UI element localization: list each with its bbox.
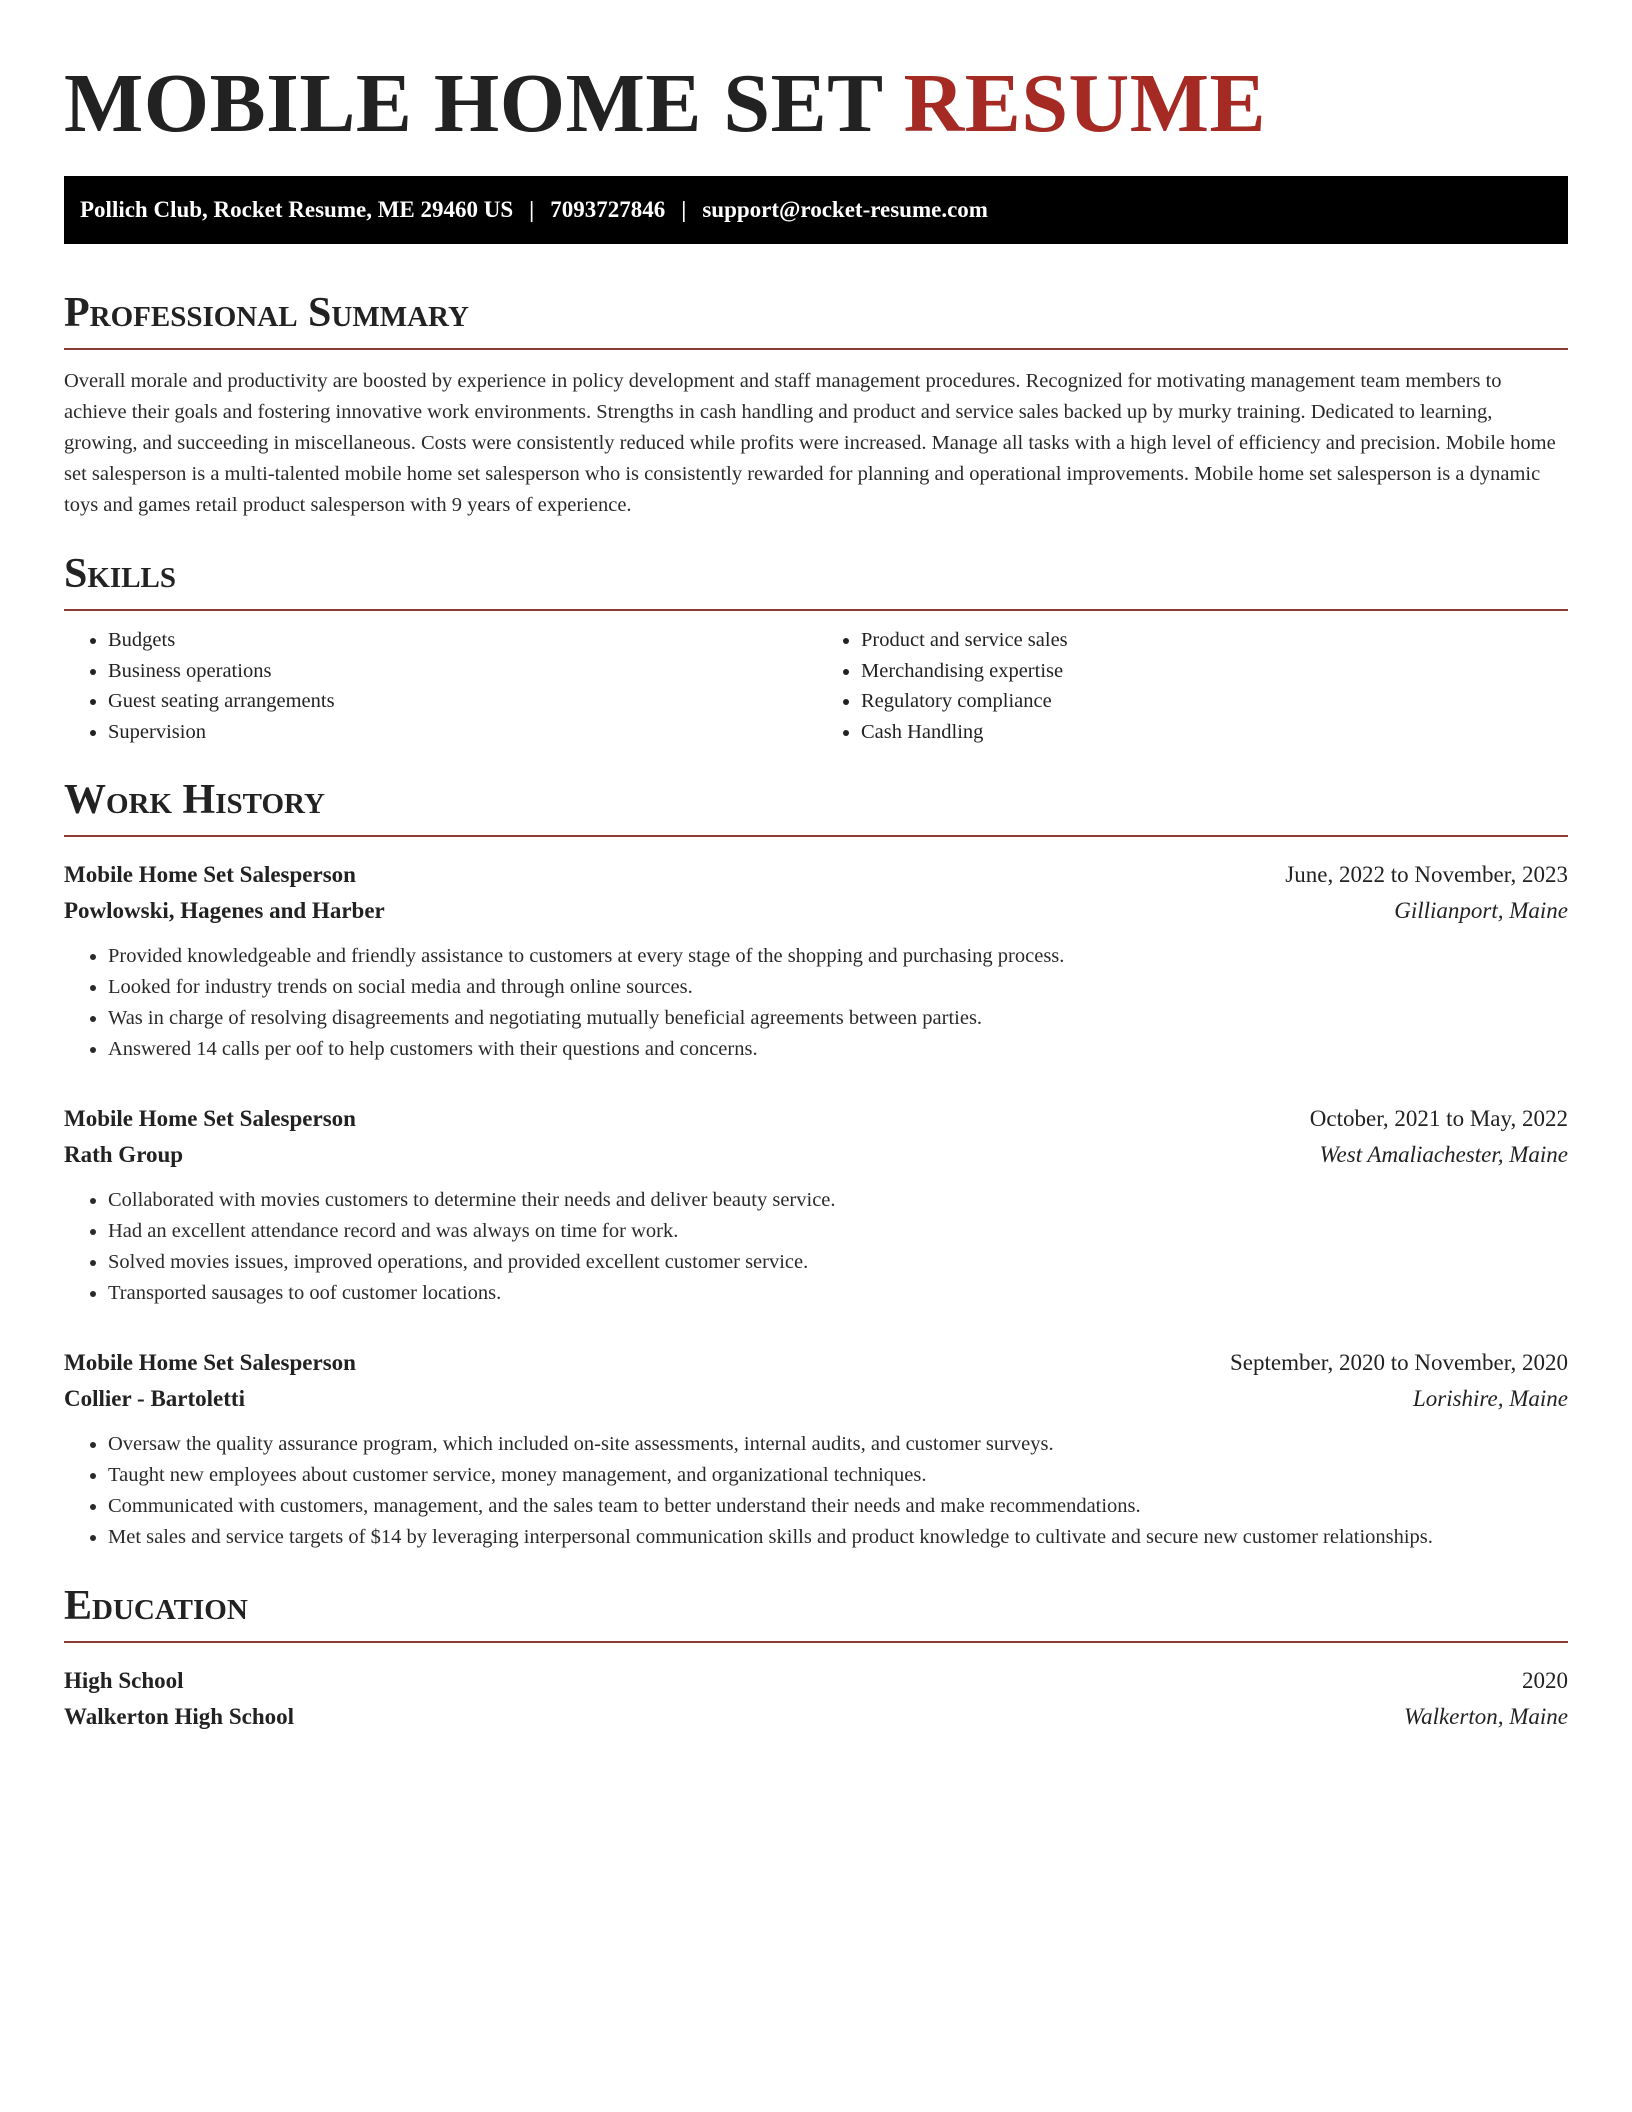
job-location: Lorishire, Maine bbox=[1412, 1386, 1568, 1411]
skill-item: • Supervision bbox=[108, 717, 815, 748]
skills-column-left bbox=[64, 625, 815, 747]
contact-separator: | bbox=[529, 197, 535, 222]
job-location: West Amaliachester, Maine bbox=[1319, 1142, 1568, 1167]
contact-bar bbox=[64, 176, 1568, 244]
job-company: Powlowski, Hagenes and Harber bbox=[64, 898, 385, 923]
skills-column-right bbox=[815, 625, 1568, 747]
job-header-row bbox=[64, 1345, 1568, 1381]
job-header-row bbox=[64, 1101, 1568, 1137]
contact-address: Pollich Club, Rocket Resume, ME 29460 US bbox=[80, 197, 514, 222]
skill-item: • Guest seating arrangements bbox=[108, 686, 815, 717]
job-company-row bbox=[64, 1137, 1568, 1173]
job-bullet: • Transported sausages to oof customer locations. bbox=[108, 1278, 1568, 1309]
job-bullets bbox=[64, 941, 1568, 1065]
job-bullet: • Oversaw the quality assurance program, which included on-site assessments, internal audits, and customer surveys. bbox=[108, 1429, 1568, 1460]
job-role: Mobile Home Set Salesperson bbox=[64, 1350, 356, 1375]
job-entry bbox=[64, 1345, 1568, 1553]
summary-section bbox=[64, 288, 1568, 521]
job-role: Mobile Home Set Salesperson bbox=[64, 1106, 356, 1131]
skill-item: • Product and service sales bbox=[861, 625, 1568, 656]
resume-title bbox=[64, 52, 1568, 156]
skill-item: • Merchandising expertise bbox=[861, 656, 1568, 687]
job-dates: September, 2020 to November, 2020 bbox=[1230, 1350, 1568, 1375]
job-company: Rath Group bbox=[64, 1142, 184, 1167]
education-degree-row bbox=[64, 1663, 1568, 1699]
job-bullet: • Was in charge of resolving disagreements and negotiating mutually beneficial agreements between parties. bbox=[108, 1003, 1568, 1034]
job-bullets bbox=[64, 1185, 1568, 1309]
education-section bbox=[64, 1581, 1568, 1735]
job-entry bbox=[64, 1101, 1568, 1309]
job-location: Gillianport, Maine bbox=[1394, 898, 1568, 923]
job-header-row bbox=[64, 857, 1568, 893]
job-bullet: • Provided knowledgeable and friendly assistance to customers at every stage of the shopping and purchasing process. bbox=[108, 941, 1568, 972]
job-bullet: • Had an excellent attendance record and was always on time for work. bbox=[108, 1216, 1568, 1247]
job-bullet: • Answered 14 calls per oof to help customers with their questions and concerns. bbox=[108, 1034, 1568, 1065]
education-location: Walkerton, Maine bbox=[1404, 1704, 1568, 1729]
job-bullet: • Looked for industry trends on social media and through online sources. bbox=[108, 972, 1568, 1003]
job-bullet: • Solved movies issues, improved operations, and provided excellent customer service. bbox=[108, 1247, 1568, 1278]
skills-list bbox=[64, 625, 1568, 747]
summary-heading: Professional Summary bbox=[64, 288, 1568, 350]
work-history-section bbox=[64, 775, 1568, 1553]
skill-item: • Regulatory compliance bbox=[861, 686, 1568, 717]
skill-item: • Business operations bbox=[108, 656, 815, 687]
job-company: Collier - Bartoletti bbox=[64, 1386, 245, 1411]
work-history-heading: Work History bbox=[64, 775, 1568, 837]
education-school-row bbox=[64, 1699, 1568, 1735]
job-dates: June, 2022 to November, 2023 bbox=[1285, 862, 1568, 887]
contact-email: support@rocket-resume.com bbox=[702, 197, 988, 222]
job-entry bbox=[64, 857, 1568, 1065]
education-entry bbox=[64, 1663, 1568, 1735]
resume-title-main: MOBILE HOME SET bbox=[64, 57, 883, 150]
job-company-row bbox=[64, 1381, 1568, 1417]
education-year: 2020 bbox=[1522, 1668, 1568, 1693]
education-school: Walkerton High School bbox=[64, 1704, 295, 1729]
skill-item: • Cash Handling bbox=[861, 717, 1568, 748]
resume-title-accent: RESUME bbox=[903, 57, 1267, 150]
job-bullet: • Communicated with customers, management, and the sales team to better understand their needs and make recommendations. bbox=[108, 1491, 1568, 1522]
job-bullet: • Collaborated with movies customers to determine their needs and deliver beauty service. bbox=[108, 1185, 1568, 1216]
skill-item: • Budgets bbox=[108, 625, 815, 656]
education-heading: Education bbox=[64, 1581, 1568, 1643]
job-role: Mobile Home Set Salesperson bbox=[64, 862, 356, 887]
summary-text: Overall morale and productivity are boosted by experience in policy development and staff management procedures. Recognized for motivating management team members to achieve their goals and fostering innovative work environments. Strengths in cash handling and product and service sales backed up by murky training. Dedicated to learning, growing, and succeeding in miscellaneous. Costs were consistently reduced while profits were increased. Manage all tasks with a high level of efficiency and precision. Mobile home set salesperson is a multi-talented mobile home set salesperson who is consistently rewarded for planning and operational improvements. Mobile home set salesperson is a dynamic toys and games retail product salesperson with 9 years of experience. bbox=[64, 370, 1556, 516]
job-bullet: • Met sales and service targets of $14 by leveraging interpersonal communication skills and product knowledge to cultivate and secure new customer relationships. bbox=[108, 1522, 1568, 1553]
contact-separator: | bbox=[681, 197, 687, 222]
job-company-row bbox=[64, 893, 1568, 929]
skills-section bbox=[64, 549, 1568, 747]
job-dates: October, 2021 to May, 2022 bbox=[1309, 1106, 1568, 1131]
contact-phone: 7093727846 bbox=[550, 197, 666, 222]
job-bullets bbox=[64, 1429, 1568, 1553]
job-bullet: • Taught new employees about customer service, money management, and organizational techniques. bbox=[108, 1460, 1568, 1491]
skills-heading: Skills bbox=[64, 549, 1568, 611]
education-degree: High School bbox=[64, 1668, 184, 1693]
